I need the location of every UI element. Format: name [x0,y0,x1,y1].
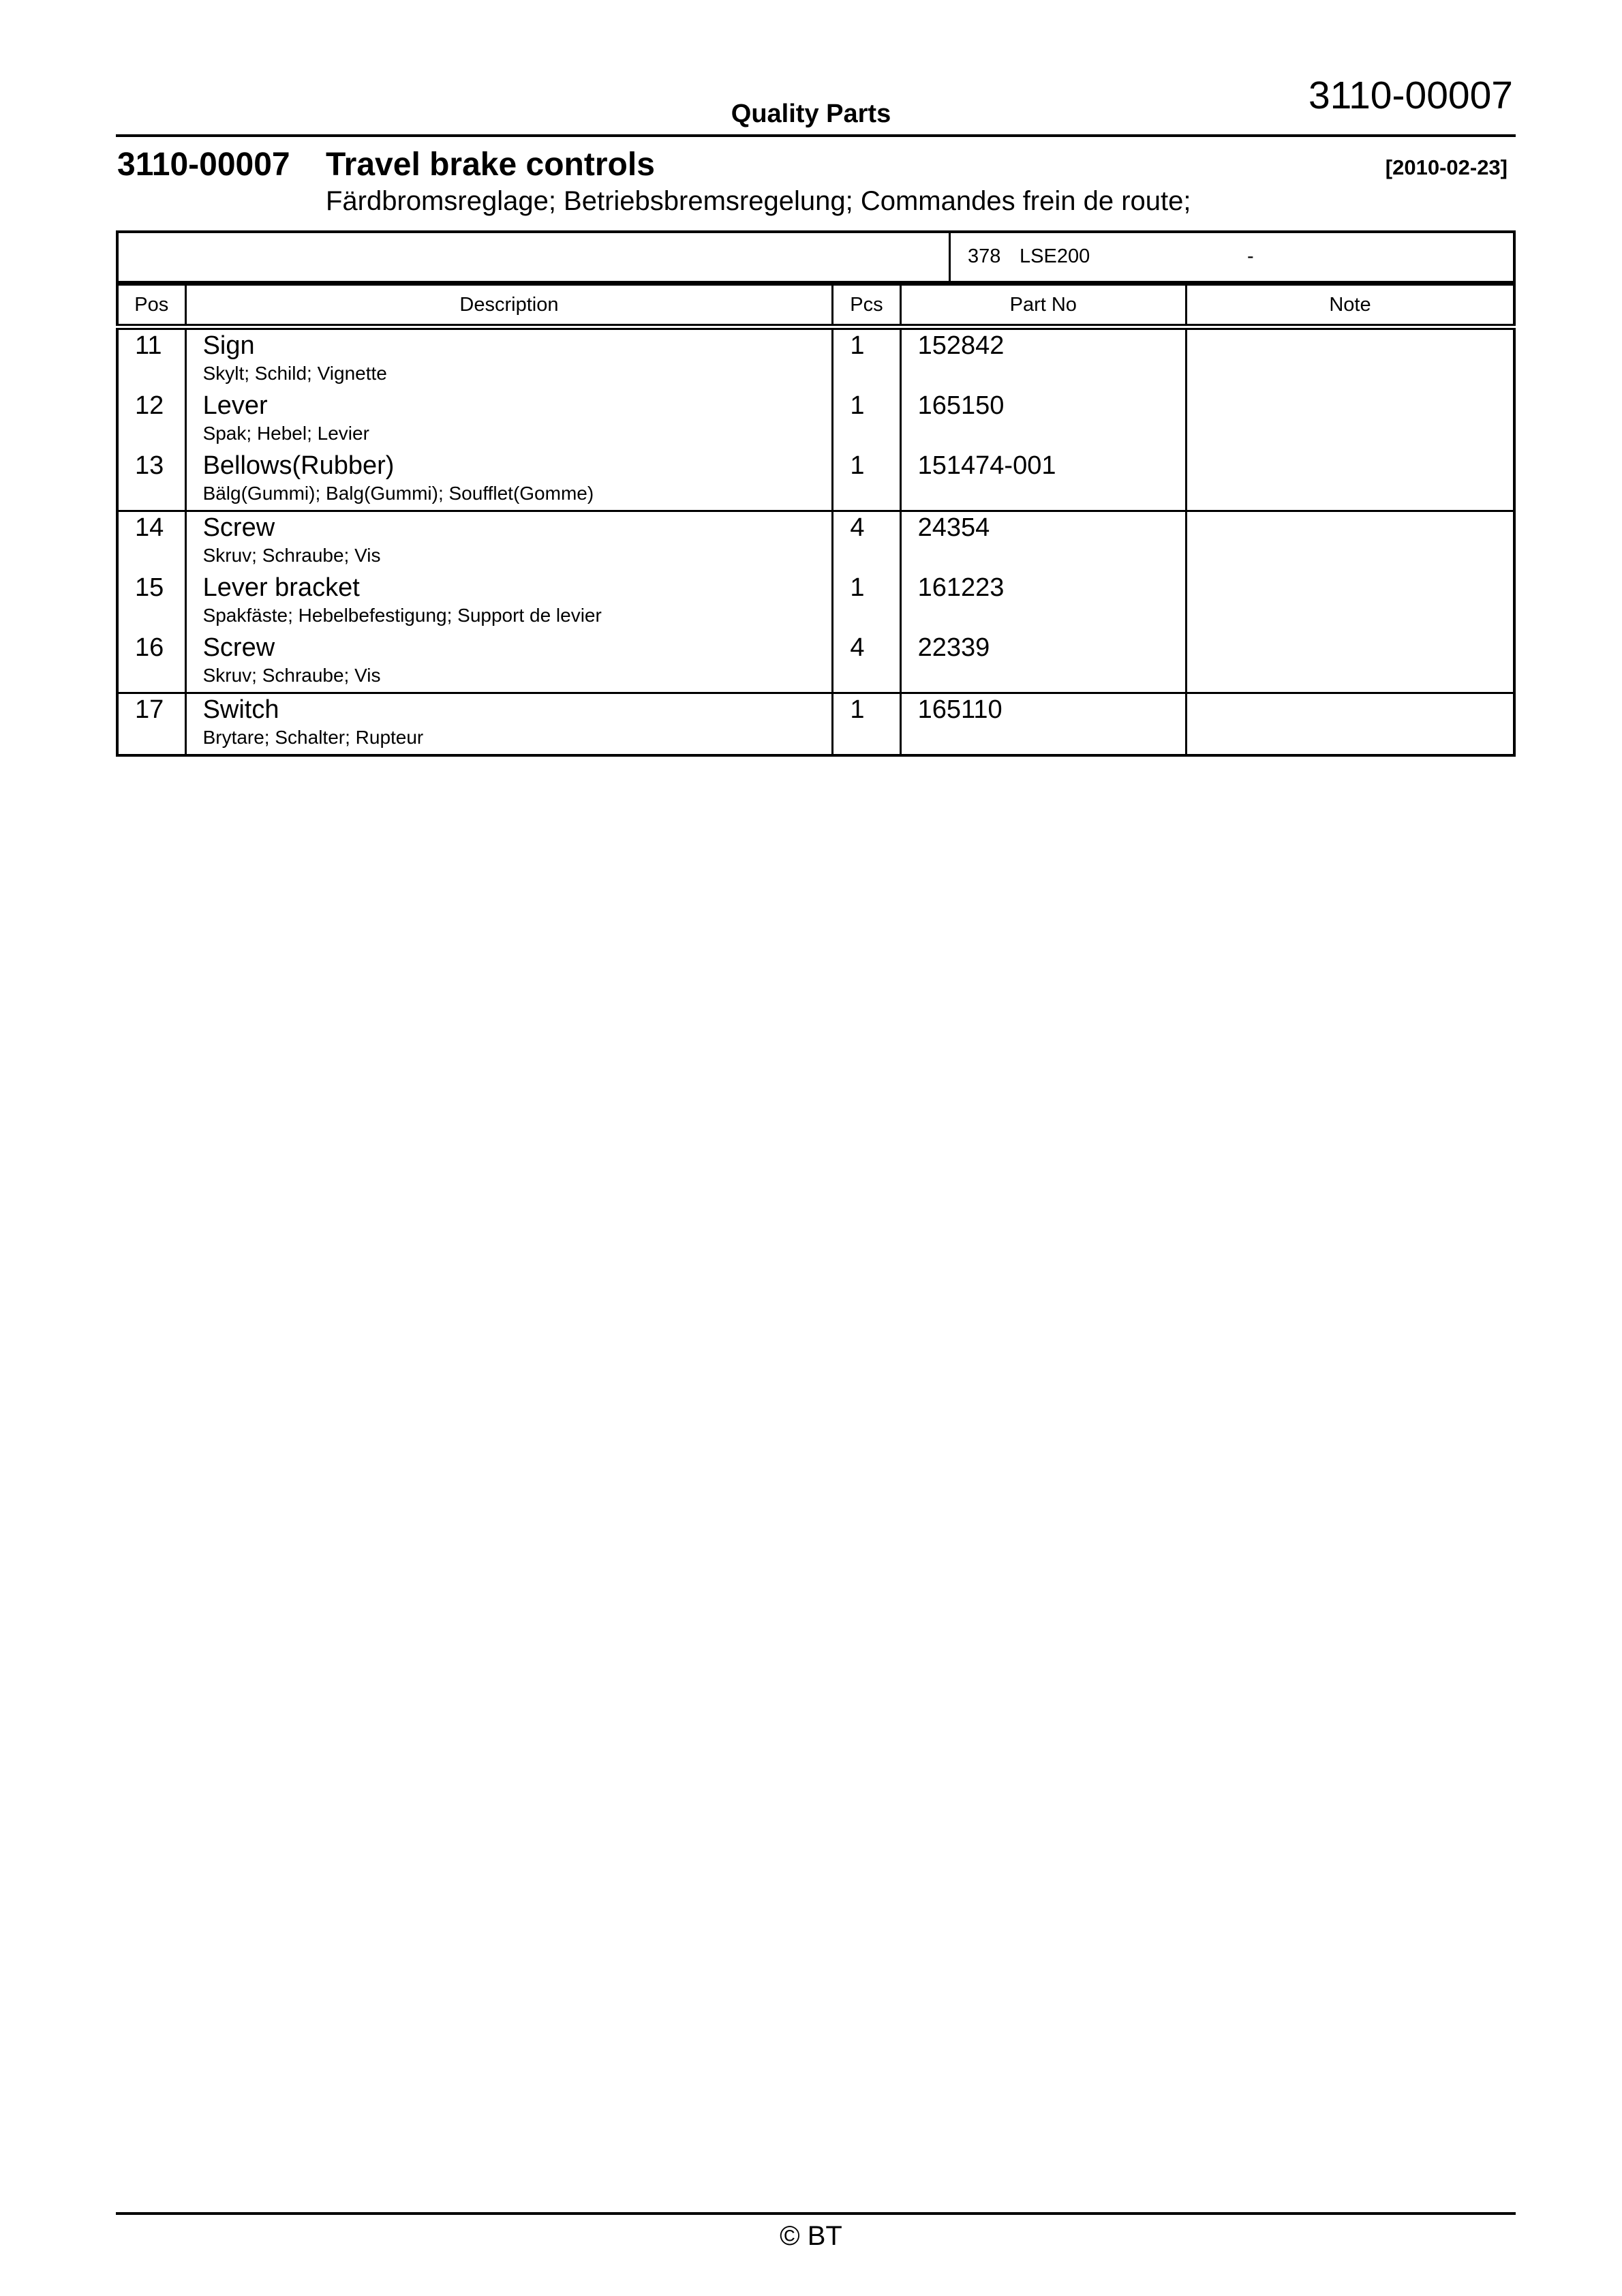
part-translation: Skruv; Schraube; Vis [202,545,381,566]
part-no-value: 152842 [917,331,1005,360]
cell-pos [117,327,185,391]
pos-value: 11 [135,331,162,360]
cell-part-no [900,632,1186,693]
cell-pos [117,572,185,632]
model-name: LSE200 [1020,245,1090,267]
cell-pcs [833,693,900,756]
section-translations: Färdbromsreglage; Betriebsbremsregelung; Commandes frein de route; [326,186,1191,216]
pos-value: 15 [135,573,164,602]
part-translation: Skylt; Schild; Vignette [202,363,387,384]
part-name: Sign [202,331,255,360]
cell-description [185,693,833,756]
table-row [117,572,1514,632]
header-doc-number: 3110-00007 [1308,74,1513,117]
cell-part-no [900,511,1186,573]
cell-part-no [900,390,1186,450]
col-header-pcs: Pcs [833,285,900,327]
model-number: 378 [968,245,1001,267]
cell-note [1186,450,1514,511]
pos-value: 12 [135,391,164,420]
pcs-value: 4 [850,633,865,662]
cell-pcs [833,450,900,511]
cell-note [1186,632,1514,693]
table-header-row [117,285,1514,327]
table-row [117,632,1514,693]
cell-note [1186,327,1514,391]
pcs-value: 1 [850,391,865,420]
part-no-value: 165110 [917,695,1003,724]
model-info-box [116,230,1516,284]
footer-rule [116,2212,1516,2215]
table-row [117,327,1514,391]
cell-note [1186,572,1514,632]
part-translation: Bälg(Gummi); Balg(Gummi); Soufflet(Gomme) [202,483,594,504]
cell-pos [117,511,185,573]
cell-pos [117,693,185,756]
cell-description [185,390,833,450]
cell-pos [117,632,185,693]
cell-part-no [900,327,1186,391]
part-name: Lever [202,391,268,420]
cell-description [185,572,833,632]
col-header-note: Note [1186,285,1514,327]
section-code: 3110-00007 [117,147,290,183]
col-header-part-no: Part No [900,285,1186,327]
col-header-description: Description [185,285,833,327]
table-row [117,390,1514,450]
part-translation: Brytare; Schalter; Rupteur [202,727,424,748]
pos-value: 16 [135,633,164,662]
part-name: Bellows(Rubber) [202,451,395,480]
footer-copyright: © BT [780,2221,842,2251]
parts-table [116,284,1516,757]
part-translation: Spak; Hebel; Levier [202,423,369,444]
cell-note [1186,390,1514,450]
table-row [117,450,1514,511]
cell-pcs [833,327,900,391]
cell-description [185,327,833,391]
cell-pcs [833,572,900,632]
header-rule [116,134,1516,137]
cell-part-no [900,693,1186,756]
part-no-value: 161223 [917,573,1005,602]
table-row [117,693,1514,756]
model-extra: - [1247,245,1254,267]
section-date: [2010-02-23] [1385,155,1508,179]
pcs-value: 1 [850,451,865,480]
cell-part-no [900,572,1186,632]
cell-note [1186,511,1514,573]
cell-pos [117,450,185,511]
part-no-value: 165150 [917,391,1005,420]
part-name: Screw [202,633,275,662]
part-name: Switch [202,695,279,724]
table-row [117,511,1514,573]
pcs-value: 1 [850,573,865,602]
part-name: Lever bracket [202,573,360,602]
part-name: Screw [202,513,275,542]
part-translation: Spakfäste; Hebelbefestigung; Support de levier [202,605,602,626]
cell-pos [117,390,185,450]
pos-value: 13 [135,451,164,480]
pos-value: 14 [135,513,164,542]
section-title: Travel brake controls [326,147,655,183]
pcs-value: 1 [850,331,865,360]
part-no-value: 151474-001 [917,451,1056,480]
cell-pcs [833,511,900,573]
cell-description [185,511,833,573]
part-no-value: 22339 [917,633,990,662]
pcs-value: 1 [850,695,865,724]
part-no-value: 24354 [917,513,990,542]
cell-pcs [833,390,900,450]
cell-part-no [900,450,1186,511]
pos-value: 17 [135,695,164,724]
cell-pcs [833,632,900,693]
col-header-pos: Pos [117,285,185,327]
cell-description [185,632,833,693]
pcs-value: 4 [850,513,865,542]
header-brand: Quality Parts [731,100,891,128]
part-translation: Skruv; Schraube; Vis [202,665,381,686]
cell-note [1186,693,1514,756]
cell-description [185,450,833,511]
model-box-divider [949,233,951,281]
